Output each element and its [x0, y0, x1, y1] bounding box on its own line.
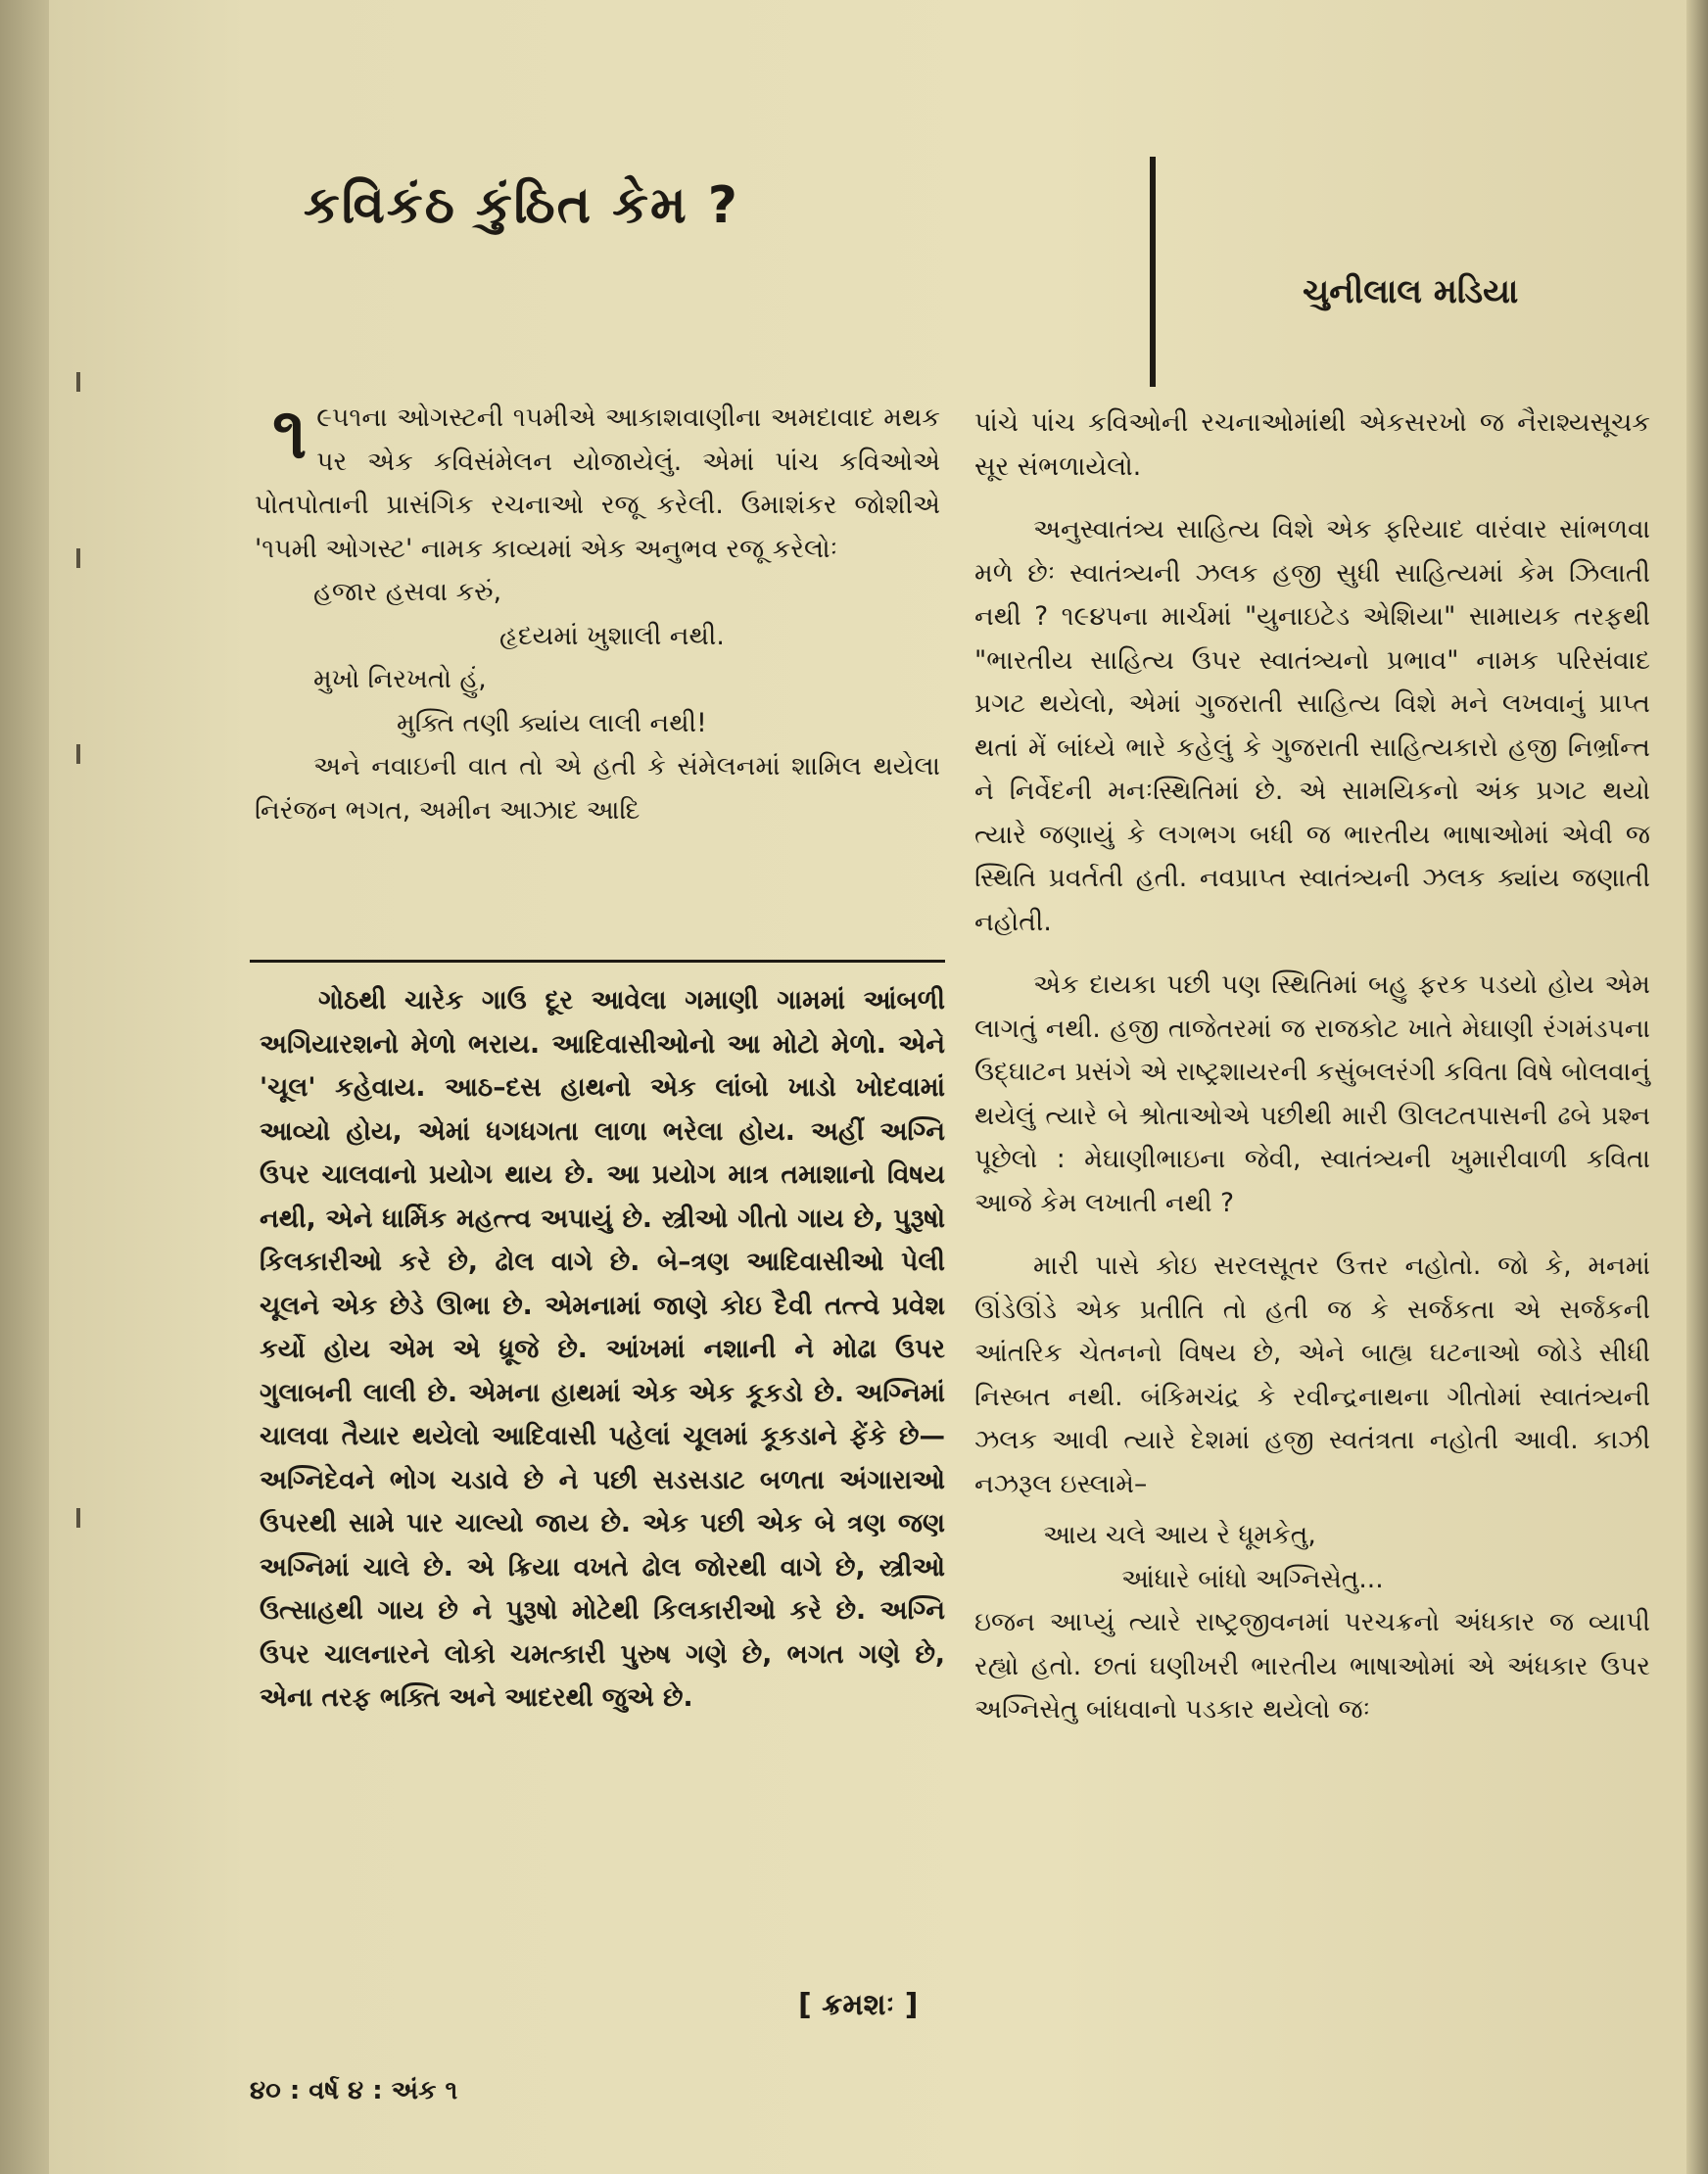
boxed-story — [260, 979, 945, 1721]
poem-line: આંધારે બાંધો અગ્નિસેતુ... — [1121, 1563, 1384, 1594]
article-title: કવિકંઠ કુંઠિત કેમ ? — [304, 176, 739, 235]
poem-line: મુક્તિ તણી ક્યાંય લાલી નથી! — [397, 707, 707, 738]
section-divider — [250, 960, 945, 963]
margin-mark — [76, 1508, 80, 1528]
poem-line: મુખો નિરખતો હું, — [313, 664, 487, 694]
body-paragraph: પાંચે પાંચ કવિઓની રચનાઓમાંથી એકસરખો જ નૈરાશ્યસૂચક સૂર સંભળાયેલો. — [974, 407, 1650, 482]
story-paragraph: ગોઠથી ચારેક ગાઉ દૂર આવેલા ગમાણી ગામમાં આંબળી અગિયારશનો મેળો ભરાય. આદિવાસીઓનો આ મોટો મેળો. એને 'ચૂલ' કહેવાય. આઠ–દસ હાથનો એક લાંબો ખાડો ખોદવામાં આવ્યો હોય, એમાં ધગધગતા લાળા ભરેલા હોય. અહીં અગ્નિ ઉપર ચાલવાનો પ્રયોગ થાય છે. આ પ્રયોગ માત્ર તમાશાનો વિષય નથી, એને ધાર્મિક મહત્ત્વ અપાયું છે. સ્ત્રીઓ ગીતો ગાય છે, પુરૂષો કિલકારીઓ કરે છે, ઢોલ વાગે છે. બે–ત્રણ આદિવાસીઓ પેલી ચૂલને એક છેડે ઊભા છે. એમનામાં જાણે કોઇ દૈવી તત્ત્વે પ્રવેશ કર્યો હોય એમ એ ધ્રૂજે છે. આંખમાં નશાની ને મોઢા ઉપર ગુલાબની લાલી છે. એમના હાથમાં એક એક કૂકડો છે. અગ્નિમાં ચાલવા તૈયાર થયેલો આદિવાસી પહેલાં ચૂલમાં કૂકડાને ફેંકે છે—અગ્નિદેવને ભોગ ચડાવે છે ને પછી સડસડાટ બળતા અંગારાઓ ઉપરથી સામે પાર ચાલ્યો જાય છે. એક પછી એક બે ત્રણ જણ અગ્નિમાં ચાલે છે. એ ક્રિયા વખતે ઢોલ જોરથી વાગે છે, સ્ત્રીઓ ઉત્સાહથી ગાય છે ને પુરૂષો મોટેથી કિલકારીઓ કરે છે. અગ્નિ ઉપર ચાલનારને લોકો ચમત્કારી પુરુષ ગણે છે, ભગત ગણે છે, એના તરફ ભક્તિ અને આદરથી જુએ છે. — [260, 985, 945, 1713]
left-column-intro — [255, 392, 940, 832]
poem-line: આય ચલે આય રે ધૂમકેતુ, — [1043, 1520, 1316, 1550]
margin-mark — [76, 372, 80, 392]
body-paragraph: ઇજન આપ્યું ત્યારે રાષ્ટ્રજીવનમાં પરચક્રનો અંધકાર જ વ્યાપી રહ્યો હતો. છતાં ઘણીખરી ભારતીય ભાષાઓમાં એ અંધકાર ઉપર અગ્નિસેતુ બાંધવાનો પડકાર થયેલો જઃ — [974, 1607, 1650, 1725]
body-paragraph: એક દાયકા પછી પણ સ્થિતિમાં બહુ ફરક પડયો હોય એમ લાગતું નથી. હજી તાજેતરમાં જ રાજકોટ ખાતે મેઘાણી રંગમંડપના ઉદ્ઘાટન પ્રસંગે એ રાષ્ટ્રશાયરની કસુંબલરંગી કવિતા વિષે બોલવાનું થયેલું ત્યારે બે શ્રોતાઓએ પછીથી મારી ઊલટતપાસની ઢબે પ્રશ્ન પૂછેલો : મેઘાણીભાઇના જેવી, સ્વાતંત્ર્યની ખુમારીવાળી કવિતા આજે કેમ લખાતી નથી ? — [974, 969, 1650, 1218]
page-footer: ૪૦ : વર્ષ ૪ : અંક ૧ — [250, 2076, 458, 2105]
page-right-edge — [1686, 0, 1708, 2174]
poem-quote — [974, 1514, 1650, 1601]
intro-paragraph: ૯૫૧ના ઓગસ્ટની ૧૫મીએ આકાશવાણીના અમદાવાદ મથક પર એક કવિસંમેલન યોજાયેલું. એમાં પાંચ કવિઓએ પોતપોતાની પ્રાસંગિક રચનાઓ રજૂ કરેલી. ઉમાશંકર જોશીએ '૧૫મી ઓગસ્ટ' નામક કાવ્યમાં એક અનુભવ રજૂ કરેલોઃ — [255, 402, 940, 564]
margin-mark — [76, 548, 80, 568]
poem-quote — [255, 571, 940, 745]
page-binding-edge — [0, 0, 49, 2174]
drop-cap: ૧ — [272, 392, 308, 474]
article-author: ચુનીલાલ મડિયા — [1303, 272, 1519, 311]
right-column — [974, 402, 1650, 1732]
body-paragraph: મારી પાસે કોઇ સરલસૂતર ઉત્તર નહોતો. જો કે, મનમાં ઊંડેઊંડે એક પ્રતીતિ તો હતી જ કે સર્જકતા એ સર્જકની આંતરિક ચેતનનો વિષય છે, એને બાહ્ય ઘટનાઓ જોડે સીધી નિસ્બત નથી. બંકિમચંદ્ર કે રવીન્દ્રનાથના ગીતોમાં સ્વાતંત્ર્યની ઝલક આવી ત્યારે દેશમાં હજી સ્વતંત્રતા નહોતી આવી. કાઝી નઝરૂલ ઇસ્લામે– — [974, 1251, 1650, 1499]
intro-paragraph: અને નવાઇની વાત તો એ હતી કે સંમેલનમાં શામિલ થયેલા નિરંજન ભગત, અમીન આઝાદ આદિ — [255, 751, 940, 826]
title-divider — [1150, 157, 1156, 387]
body-paragraph: અનુસ્વાતંત્ર્ય સાહિત્ય વિશે એક ફરિયાદ વારંવાર સાંભળવા મળે છેઃ સ્વાતંત્ર્યની ઝલક હજી સુધી સાહિત્યમાં કેમ ઝિલાતી નથી ? ૧૯૪૫ના માર્ચમાં "યુનાઇટેડ એશિયા" સામાયક તરફથી "ભારતીય સાહિત્ય ઉપર સ્વાતંત્ર્યનો પ્રભાવ" નામક પરિસંવાદ પ્રગટ થયેલો, એમાં ગુજરાતી સાહિત્ય વિશે મને લખવાનું પ્રાપ્ત થતાં મેં બાંધ્યે ભારે કહેલું કે ગુજરાતી સાહિત્યકારો હજી નિર્ભ્રાન્ત ને નિર્વેદની મનઃસ્થિતિમાં છે. એ સામયિકનો અંક પ્રગટ થયો ત્યારે જણાયું કે લગભગ બધી જ ભારતીય ભાષાઓમાં એવી જ સ્થિતિ પ્રવર્તતી હતી. નવપ્રાપ્ત સ્વાતંત્ર્યની ઝલક ક્યાંય જણાતી નહોતી. — [974, 514, 1650, 937]
margin-mark — [76, 744, 80, 764]
poem-line: હજાર હસવા કરું, — [313, 577, 502, 607]
continued-marker: [ ક્રમશઃ ] — [798, 1988, 919, 2022]
poem-line: હૃદયમાં ખુશાલી નથી. — [499, 620, 725, 651]
